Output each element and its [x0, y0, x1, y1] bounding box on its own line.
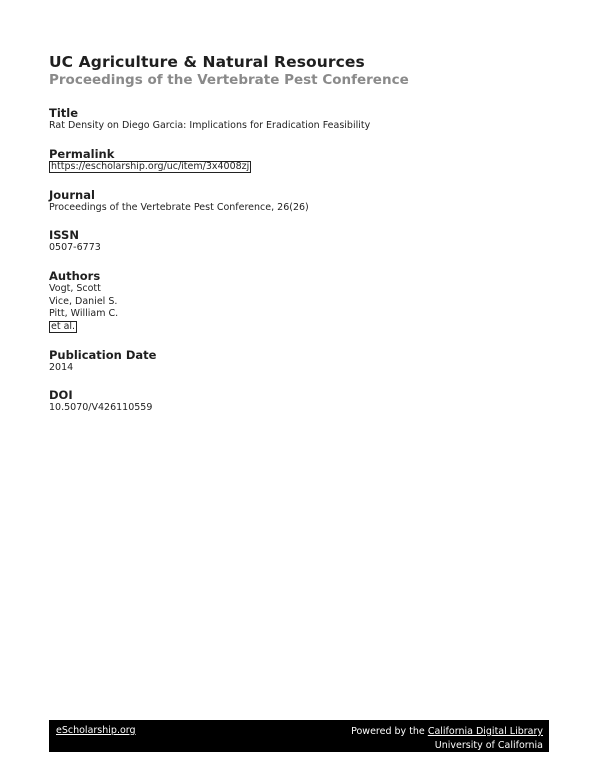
- doi-label: DOI: [49, 388, 73, 402]
- authors-label: Authors: [49, 269, 101, 283]
- more-authors-link[interactable]: et al.: [51, 320, 76, 332]
- footer-credits: [351, 725, 543, 753]
- university-text: University of California: [434, 740, 543, 751]
- authors-section: [49, 269, 118, 333]
- doi-section: [49, 388, 152, 415]
- author-item: Vogt, Scott: [49, 283, 101, 294]
- footer-bar: [49, 720, 549, 752]
- series-title: Proceedings of the Vertebrate Pest Conference: [49, 72, 409, 88]
- publication-date-value: 2014: [49, 362, 74, 373]
- issn-value: 0507-6773: [49, 242, 101, 253]
- title-section: [49, 106, 370, 133]
- title-label: Title: [49, 106, 79, 120]
- powered-by-text: Powered by the: [351, 726, 428, 737]
- permalink-label: Permalink: [49, 147, 115, 161]
- cdl-link[interactable]: California Digital Library: [427, 726, 543, 737]
- issn-section: [49, 228, 101, 255]
- journal-label: Journal: [49, 188, 95, 202]
- issn-label: ISSN: [49, 228, 79, 242]
- permalink-link[interactable]: https://escholarship.org/uc/item/3x4008zj: [51, 161, 250, 172]
- organization-title: UC Agriculture & Natural Resources: [49, 53, 365, 71]
- publication-date-label: Publication Date: [49, 348, 157, 362]
- doi-value: 10.5070/V426110559: [49, 402, 153, 413]
- author-item: Pitt, William C.: [49, 308, 119, 319]
- escholarship-link[interactable]: eScholarship.org: [56, 725, 136, 736]
- journal-section: [49, 188, 309, 215]
- author-item: Vice, Daniel S.: [49, 295, 118, 307]
- publication-date-section: [49, 348, 156, 375]
- permalink-section: [49, 147, 251, 174]
- journal-value: Proceedings of the Vertebrate Pest Conference, 26(26): [49, 202, 309, 213]
- title-value: Rat Density on Diego Garcia: Implications for Eradication Feasibility: [49, 120, 371, 131]
